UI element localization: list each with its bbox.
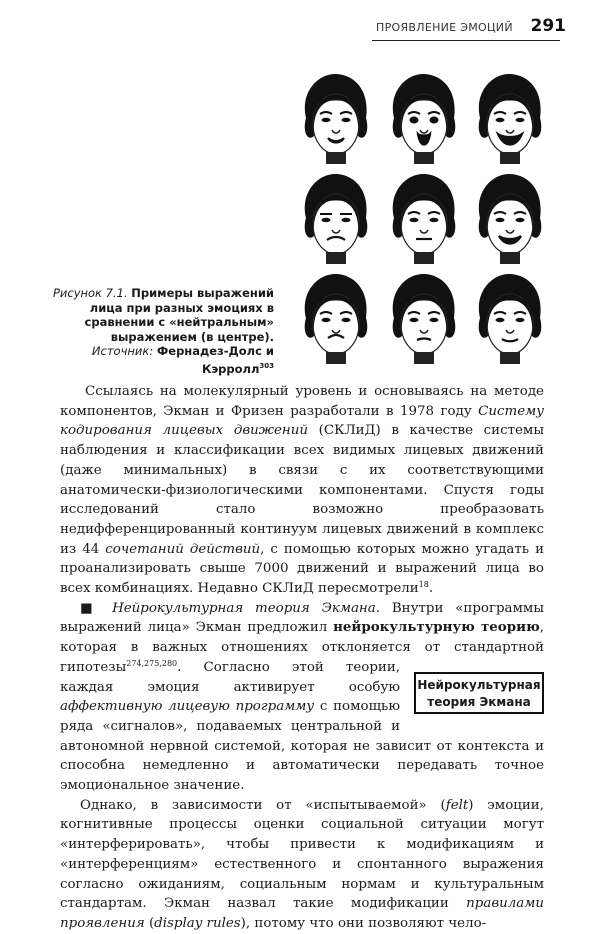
source-text: Фернадез-Долс и Кэрролл bbox=[156, 344, 274, 376]
caption-label: Рисунок 7.1. bbox=[52, 286, 128, 300]
face-photo bbox=[305, 174, 368, 264]
face-photo bbox=[479, 74, 542, 164]
source-ref: 303 bbox=[259, 361, 274, 370]
p1-emphasis-2: сочетаний действий bbox=[105, 541, 261, 557]
margin-note-line-1: Нейрокультурная bbox=[417, 677, 541, 692]
face-photo bbox=[305, 274, 368, 364]
p2-text-1: Внутри «программы выражений лица» Экман предложил bbox=[60, 600, 545, 636]
p2-emphasis: аффективную лицевую программу bbox=[60, 699, 315, 715]
running-header bbox=[372, 14, 566, 41]
p3-text-2: ) эмоции, когнитивные процессы оценки социальной ситуации могут «интерферировать», чтобы привести к модификациям и «интерференциям» естественного и спонтанного выражения согласно ожиданиям, социальным нормам и культуральным стандартам. Экман назвал такие модификации bbox=[60, 797, 544, 912]
section-title: ПРОЯВЛЕНИЕ ЭМОЦИЙ bbox=[376, 21, 513, 34]
p1-reference: 18 bbox=[418, 580, 429, 590]
p2-heading: Нейрокультурная теория Экмана. bbox=[112, 600, 380, 616]
p1-text-2: (СКЛиД) в качестве системы наблюдения и классификации всех видимых лицевых движений (даже минимальных) в связи с их соответствующими анатомически-физиологическими компонентами. Спустя годы исследований стало возможно преобразовать недифференцированный континуум лицевых движений в комплекс из 44 bbox=[60, 423, 544, 557]
paragraph-3 bbox=[60, 796, 544, 934]
face-photo bbox=[393, 274, 456, 364]
face-photo bbox=[393, 74, 456, 164]
figure-faces-grid bbox=[290, 66, 552, 366]
margin-note-line-2: теория Экмана bbox=[427, 694, 531, 709]
face-photo bbox=[393, 174, 456, 264]
face-photo bbox=[479, 274, 542, 364]
paragraph-2 bbox=[60, 599, 544, 796]
bullet-square-icon: ■ bbox=[80, 600, 101, 616]
face-photo bbox=[305, 74, 368, 164]
p1-text-1: Ссылаясь на молекулярный уровень и основываясь на методе компонентов, Экман и Фризен разработали в 1978 году bbox=[60, 384, 544, 419]
figure-caption bbox=[46, 286, 274, 376]
p3-emphasis-2: правилами проявления bbox=[60, 896, 544, 931]
source-label: Источник: bbox=[91, 344, 154, 358]
p1-emphasis-1: Систему кодирования лицевых движений bbox=[60, 403, 544, 439]
p3-text-3: ( bbox=[144, 915, 155, 931]
p2-bold-term: нейрокультурную теорию bbox=[333, 619, 540, 636]
caption-text: Примеры выражений лица при разных эмоциях в сравнении с «нейтральным» выражением (в центре). bbox=[84, 286, 274, 344]
p2-references: 274,275,280 bbox=[126, 658, 178, 668]
p1-text-4: . bbox=[428, 581, 434, 597]
margin-note-box bbox=[414, 672, 544, 714]
p2-text-3: . Согласно этой теории, каждая эмоция активирует особую bbox=[60, 659, 400, 695]
p3-emphasis-3: display rules bbox=[154, 915, 241, 931]
face-photo bbox=[479, 174, 542, 264]
p2-text-2: , которая в важных отношениях отклоняется от стандартной гипотезы bbox=[60, 620, 545, 675]
p2-text-4: с помощью ряда «сигналов», подаваемых центральной и автономной нервной системой, которая не зависит от контекста и способна немедленно и автоматически передавать точное эмоциональное значение. bbox=[60, 699, 544, 794]
p1-text-3: , с помощью которых можно угадать и проанализировать свыше 7000 движений и выражений лица во всех комбинациях. Недавно СКЛиД пересмотрели bbox=[60, 541, 544, 597]
page-number: 291 bbox=[530, 16, 566, 36]
paragraph-1 bbox=[60, 382, 544, 599]
p3-emphasis-1: felt bbox=[445, 797, 469, 813]
p3-text-4: ), потому что они позволяют чело- bbox=[240, 915, 487, 931]
body-text bbox=[60, 382, 544, 934]
p3-text-1: Однако, в зависимости от «испытываемой» ( bbox=[80, 797, 446, 813]
